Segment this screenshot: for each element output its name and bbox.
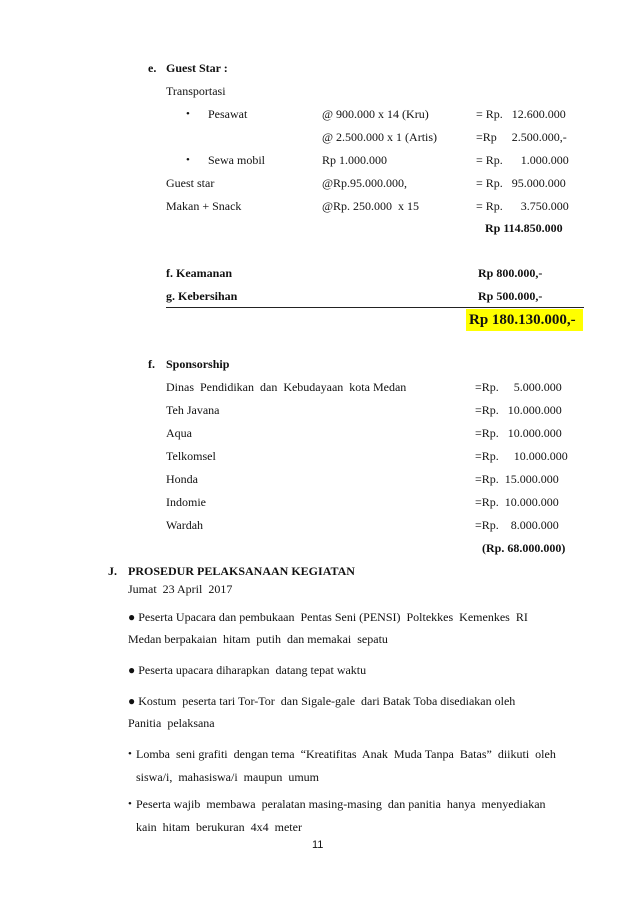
page-number: 11 bbox=[312, 839, 324, 851]
sponsor-name: Wardah bbox=[166, 518, 204, 532]
cost-item-name: Pesawat bbox=[208, 107, 248, 121]
cost-item-name: Makan + Snack bbox=[166, 199, 242, 213]
guest-star-subtotal: Rp 114.850.000 bbox=[485, 221, 563, 235]
bullet-icon: • bbox=[128, 798, 132, 810]
sponsor-name: Teh Javana bbox=[166, 403, 220, 417]
sponsor-amount: =Rp. 10.000.000 bbox=[475, 426, 562, 440]
cost-item-calc: Rp 1.000.000 bbox=[322, 153, 388, 167]
prosedur-heading: PROSEDUR PELAKSANAAN KEGIATAN bbox=[128, 564, 355, 578]
section-letter-f: f. bbox=[148, 357, 155, 371]
cost-item-calc: @ 2.500.000 x 1 (Artis) bbox=[322, 130, 438, 144]
prosedur-date: Jumat 23 April 2017 bbox=[128, 582, 233, 596]
sponsor-amount: =Rp. 5.000.000 bbox=[475, 380, 562, 394]
sponsor-amount: =Rp. 10.000.000 bbox=[475, 449, 568, 463]
kebersihan-amount: Rp 500.000,- bbox=[478, 289, 543, 303]
total-divider bbox=[166, 307, 584, 308]
cost-item-amount: = Rp. 1.000.000 bbox=[476, 153, 569, 167]
procedure-item-line: ● Peserta upacara diharapkan datang tepat waktu bbox=[128, 663, 367, 677]
procedure-item-line: siswa/i, mahasiswa/i maupun umum bbox=[136, 770, 319, 784]
section-letter-j: J. bbox=[108, 564, 117, 578]
cost-item-amount: =Rp 2.500.000,- bbox=[476, 130, 567, 144]
sponsor-name: Telkomsel bbox=[166, 449, 216, 463]
grand-total: Rp 180.130.000,- bbox=[469, 312, 576, 328]
keamanan-label: f. Keamanan bbox=[166, 266, 232, 280]
sponsor-amount: =Rp. 10.000.000 bbox=[475, 495, 559, 509]
cost-item-name: Guest star bbox=[166, 176, 215, 190]
cost-item-calc: @Rp. 250.000 x 15 bbox=[322, 199, 420, 213]
cost-item-calc: @ 900.000 x 14 (Kru) bbox=[322, 107, 429, 121]
section-letter-e: e. bbox=[148, 61, 157, 75]
cost-item-amount: = Rp. 95.000.000 bbox=[476, 176, 566, 190]
sponsor-amount: =Rp. 10.000.000 bbox=[475, 403, 562, 417]
sponsor-name: Aqua bbox=[166, 426, 192, 440]
bullet-icon: • bbox=[186, 154, 190, 166]
cost-item-amount: = Rp. 3.750.000 bbox=[476, 199, 569, 213]
bullet-icon: • bbox=[128, 748, 132, 760]
sponsor-name: Dinas Pendidikan dan Kebudayaan kota Medan bbox=[166, 380, 407, 394]
cost-item-calc: @Rp.95.000.000, bbox=[322, 176, 408, 190]
sponsor-name: Honda bbox=[166, 472, 198, 486]
procedure-item-line: Medan berpakaian hitam putih dan memakai sepatu bbox=[128, 632, 388, 646]
procedure-item-line: Panitia pelaksana bbox=[128, 716, 215, 730]
cost-item-amount: = Rp. 12.600.000 bbox=[476, 107, 566, 121]
sponsor-amount: =Rp. 15.000.000 bbox=[475, 472, 559, 486]
procedure-item-line: kain hitam berukuran 4x4 meter bbox=[136, 820, 302, 834]
transport-label: Transportasi bbox=[166, 84, 226, 98]
procedure-item-line: ● Peserta Upacara dan pembukaan Pentas Seni (PENSI) Poltekkes Kemenkes RI bbox=[128, 610, 528, 624]
bullet-icon: • bbox=[186, 108, 190, 120]
procedure-item-line: Lomba seni grafiti dengan tema “Kreatifitas Anak Muda Tanpa Batas” diikuti oleh bbox=[136, 747, 556, 761]
cost-item-name: Sewa mobil bbox=[208, 153, 265, 167]
sponsorship-total: (Rp. 68.000.000) bbox=[482, 541, 566, 555]
procedure-item-line: Peserta wajib membawa peralatan masing-masing dan panitia hanya menyediakan bbox=[136, 797, 546, 811]
guest-star-heading: Guest Star : bbox=[166, 61, 228, 75]
kebersihan-label: g. Kebersihan bbox=[166, 289, 238, 303]
sponsor-amount: =Rp. 8.000.000 bbox=[475, 518, 559, 532]
keamanan-amount: Rp 800.000,- bbox=[478, 266, 543, 280]
sponsorship-heading: Sponsorship bbox=[166, 357, 230, 371]
sponsor-name: Indomie bbox=[166, 495, 206, 509]
procedure-item-line: ● Kostum peserta tari Tor-Tor dan Sigale-gale dari Batak Toba disediakan oleh bbox=[128, 694, 516, 708]
